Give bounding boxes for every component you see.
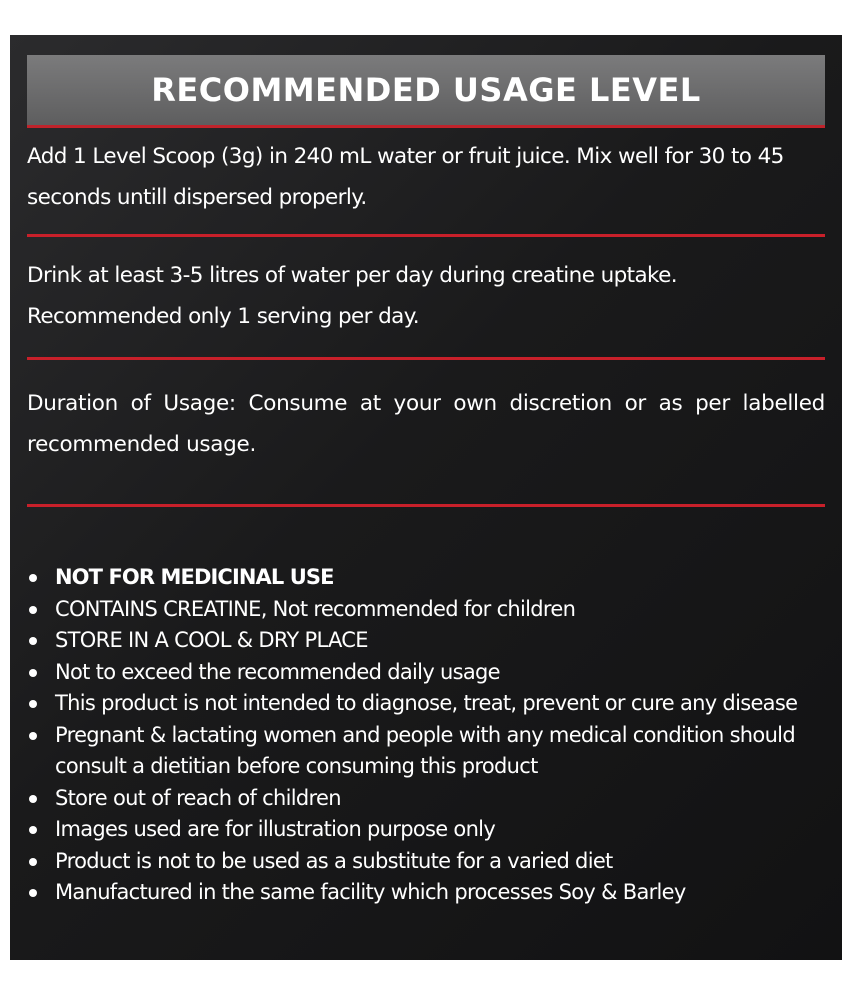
page-title: RECOMMENDED USAGE LEVEL <box>151 71 701 109</box>
warning-item: Manufactured in the same facility which processes Soy & Barley <box>27 877 827 909</box>
bullet-icon <box>29 889 37 897</box>
warning-item: This product is not intended to diagnose, treat, prevent or cure any disease <box>27 688 827 720</box>
section-divider <box>27 504 825 507</box>
bullet-icon <box>29 795 37 803</box>
warning-item: Store out of reach of children <box>27 783 827 815</box>
mixing-instructions: Add 1 Level Scoop (3g) in 240 mL water or fruit juice. Mix well for 30 to 45 seconds untill dispersed properly. <box>27 144 784 210</box>
bullet-icon <box>29 606 37 614</box>
duration-of-usage: Duration of Usage: Consume at your own discretion or as per labelled recommended usage. <box>27 391 825 457</box>
bullet-icon <box>29 637 37 645</box>
hydration-instructions: Drink at least 3-5 litres of water per day during creatine uptake. Recommended only 1 serving per day. <box>27 263 677 329</box>
bullet-icon <box>29 858 37 866</box>
bullet-icon <box>29 826 37 834</box>
warning-item: Product is not to be used as a substitute for a varied diet <box>27 846 827 878</box>
warning-item: Not to exceed the recommended daily usage <box>27 657 827 689</box>
warning-item: CONTAINS CREATINE, Not recommended for children <box>27 594 827 626</box>
section-divider <box>27 234 825 237</box>
usage-panel <box>10 35 842 960</box>
warning-item: Pregnant & lactating women and people with any medical condition should consult a dietitian before consuming this product <box>27 720 827 783</box>
warning-item: NOT FOR MEDICINAL USE <box>27 562 827 594</box>
bullet-icon <box>29 732 37 740</box>
bullet-icon <box>29 700 37 708</box>
warning-item: Images used are for illustration purpose only <box>27 814 827 846</box>
warning-item: STORE IN A COOL & DRY PLACE <box>27 625 827 657</box>
section-divider <box>27 357 825 360</box>
warnings-list <box>27 562 827 909</box>
bullet-icon <box>29 574 37 582</box>
title-bar <box>27 55 825 128</box>
bullet-icon <box>29 669 37 677</box>
